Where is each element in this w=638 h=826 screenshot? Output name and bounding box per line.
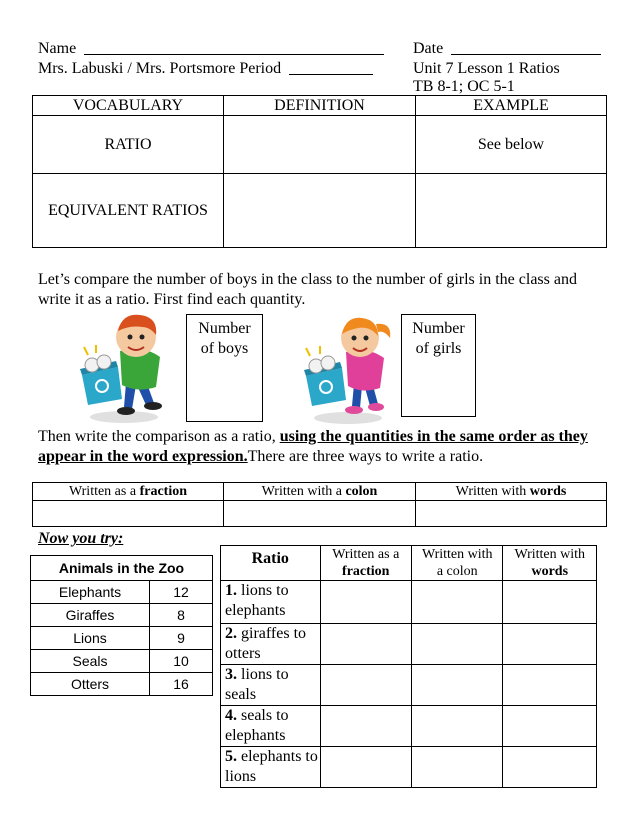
- animal-count: 12: [150, 581, 213, 604]
- example-header: EXAMPLE: [416, 96, 607, 116]
- ratio-prompt-number: 2.: [225, 625, 237, 642]
- words-col-header-b: words: [531, 564, 569, 579]
- period-blank[interactable]: [289, 74, 373, 75]
- fraction-answer-cell[interactable]: [320, 665, 411, 706]
- vocab-term-ratio: RATIO: [33, 116, 224, 174]
- animal-name: Seals: [31, 650, 150, 673]
- table-row: [31, 650, 213, 673]
- teacher-line: [38, 59, 373, 79]
- animal-name: Elephants: [31, 581, 150, 604]
- date-blank[interactable]: [451, 54, 601, 55]
- vocabulary-table: [32, 95, 607, 248]
- ratio-prompt-text: giraffes to otters: [225, 625, 307, 662]
- words-answer-cell[interactable]: [503, 624, 597, 665]
- fraction-header-bold: fraction: [139, 483, 187, 499]
- animal-count: 10: [150, 650, 213, 673]
- example-cell: See below: [416, 116, 607, 174]
- fraction-answer-cell[interactable]: [320, 581, 411, 624]
- words-col-header-a: Written with: [514, 547, 586, 562]
- colon-answer-cell[interactable]: [412, 581, 503, 624]
- definition-cell[interactable]: [224, 174, 416, 248]
- ratio-prompt: [221, 665, 321, 706]
- animal-name: Lions: [31, 627, 150, 650]
- words-answer-cell[interactable]: [416, 501, 607, 527]
- colon-col-header: [412, 546, 503, 581]
- ratio-prompt: [221, 624, 321, 665]
- name-label: Name: [38, 40, 77, 57]
- girls-box-line1: Number: [412, 320, 465, 337]
- ratio-prompt-text: seals to elephants: [225, 707, 289, 744]
- girl-recycling-illustration: [296, 308, 396, 426]
- ratio-prompt-text: lions to elephants: [225, 582, 289, 619]
- boy-recycling-illustration: [74, 305, 174, 425]
- tb-label: TB 8-1; OC 5-1: [413, 78, 515, 95]
- table-row: [221, 624, 597, 665]
- words-answer-cell[interactable]: [503, 747, 597, 788]
- words-header-prefix: Written with: [455, 483, 530, 499]
- fraction-header: [33, 483, 224, 501]
- animal-count: 9: [150, 627, 213, 650]
- colon-header-prefix: Written with a: [261, 483, 346, 499]
- ratio-prompt-number: 1.: [225, 582, 237, 599]
- boys-quantity-box[interactable]: [186, 314, 263, 422]
- then-prefix: Then write the comparison as a ratio,: [38, 428, 280, 445]
- animal-count: 8: [150, 604, 213, 627]
- colon-header-bold: colon: [345, 483, 378, 499]
- date-label: Date: [413, 40, 444, 57]
- zoo-animals-table: [30, 555, 213, 696]
- zoo-table-title: Animals in the Zoo: [31, 556, 213, 581]
- table-row: [31, 627, 213, 650]
- name-line: [38, 39, 384, 59]
- fraction-answer-cell[interactable]: [33, 501, 224, 527]
- ratio-practice-table: [220, 545, 597, 788]
- definition-header: DEFINITION: [224, 96, 416, 116]
- words-col-header: [503, 546, 597, 581]
- table-row: [31, 604, 213, 627]
- ratio-header: Ratio: [221, 546, 321, 581]
- fraction-answer-cell[interactable]: [320, 747, 411, 788]
- ratio-ways-table: [32, 482, 607, 527]
- table-row: [221, 581, 597, 624]
- animal-count: 16: [150, 673, 213, 696]
- then-emphasis: using the quantities in the same order as they appear in the word expression.: [38, 428, 588, 465]
- ratio-prompt: [221, 581, 321, 624]
- girls-box-line2: of girls: [415, 340, 462, 357]
- then-paragraph: [38, 427, 608, 467]
- then-suffix: There are three ways to write a ratio.: [247, 448, 484, 465]
- colon-answer-cell[interactable]: [224, 501, 416, 527]
- ratio-prompt: [221, 706, 321, 747]
- fraction-col-header: [320, 546, 411, 581]
- table-row: [31, 581, 213, 604]
- animal-name: Giraffes: [31, 604, 150, 627]
- ratio-prompt-text: lions to seals: [225, 666, 289, 703]
- words-answer-cell[interactable]: [503, 581, 597, 624]
- colon-answer-cell[interactable]: [412, 747, 503, 788]
- example-cell[interactable]: [416, 174, 607, 248]
- animal-name: Otters: [31, 673, 150, 696]
- table-row: [221, 747, 597, 788]
- colon-col-header-a: Written with: [421, 547, 493, 562]
- unit-label: Unit 7 Lesson 1 Ratios: [413, 60, 560, 77]
- fraction-answer-cell[interactable]: [320, 624, 411, 665]
- colon-header: [224, 483, 416, 501]
- fraction-header-prefix: Written as a: [68, 483, 140, 499]
- colon-answer-cell[interactable]: [412, 624, 503, 665]
- date-line: [413, 39, 601, 59]
- table-row: [221, 665, 597, 706]
- girls-quantity-box[interactable]: [401, 314, 476, 417]
- colon-answer-cell[interactable]: [412, 665, 503, 706]
- intro-paragraph: Let’s compare the number of boys in the class to the number of girls in the class and write it as a ratio. First find each quantity.: [38, 271, 577, 308]
- ratio-prompt-number: 3.: [225, 666, 237, 683]
- vocab-term-equivalent: EQUIVALENT RATIOS: [33, 174, 224, 248]
- words-answer-cell[interactable]: [503, 706, 597, 747]
- ratio-prompt-number: 4.: [225, 707, 237, 724]
- ratio-prompt-text: elephants to lions: [225, 748, 318, 785]
- vocab-header: VOCABULARY: [33, 96, 224, 116]
- fraction-answer-cell[interactable]: [320, 706, 411, 747]
- boys-box-line1: Number: [198, 320, 251, 337]
- fraction-col-header-b: fraction: [342, 564, 390, 579]
- boys-box-line2: of boys: [200, 340, 249, 357]
- words-answer-cell[interactable]: [503, 665, 597, 706]
- teacher-label: Mrs. Labuski / Mrs. Portsmore Period: [38, 60, 282, 77]
- words-header-bold: words: [529, 483, 567, 499]
- definition-cell[interactable]: [224, 116, 416, 174]
- fraction-col-header-a: Written as a: [332, 547, 400, 562]
- table-row: [31, 673, 213, 696]
- words-header: [416, 483, 607, 501]
- ratio-prompt-number: 5.: [225, 748, 237, 765]
- table-row: [221, 706, 597, 747]
- colon-answer-cell[interactable]: [412, 706, 503, 747]
- name-blank[interactable]: [84, 54, 384, 55]
- colon-col-header-b: a colon: [436, 564, 478, 579]
- ratio-prompt: [221, 747, 321, 788]
- now-you-try-heading: Now you try:: [38, 530, 124, 547]
